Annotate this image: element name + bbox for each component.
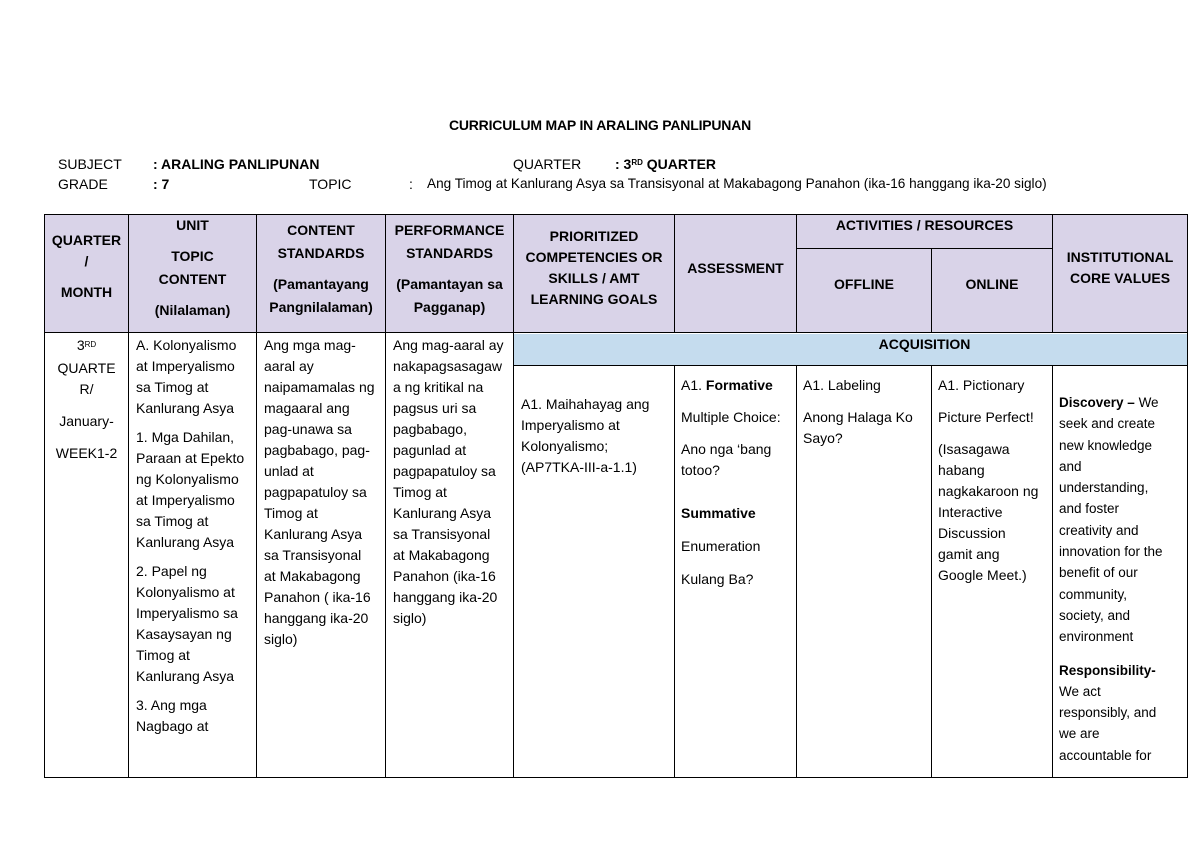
header-assessment: ASSESSMENT: [687, 260, 784, 276]
header-unit-topic: UNIT TOPIC CONTENT (Nilalaman): [154, 217, 231, 318]
page-title: CURRICULUM MAP IN ARALING PANLIPUNAN: [448, 117, 752, 133]
assessment-cell: A1. Formative Multiple Choice: Ano nga ‘bang totoo? Summative Enumeration Kulang Ba?: [681, 377, 781, 587]
quarter-cell: 3RD QUARTE R/ January- WEEK1-2: [55, 337, 118, 461]
core-values-cell: Discovery – We seek and create new knowledge and understanding, and foster creativity and innovation for the benefit of our community, society, and environment Responsibility- We act responsibly, and we are accountable for: [1059, 395, 1163, 763]
header-activities-resources: ACTIVITIES / RESOURCES: [835, 217, 1014, 233]
online-cell: A1. Pictionary Picture Perfect! (Isasagawa habang nagkakaroon ng Interactive Discussion gamit ang Google Meet.): [938, 377, 1039, 583]
acquisition-label: ACQUISITION: [878, 336, 971, 352]
topic-value: Ang Timog at Kanlurang Asya sa Transisyonal at Makabagong Panahon (ika-16 hanggang ika-20 siglo): [427, 176, 1047, 191]
quarter-label: QUARTER: [513, 156, 582, 172]
curriculum-table: [44, 214, 1188, 778]
subject-label: SUBJECT: [58, 156, 122, 172]
unit-topic-cell: A. Kolonyalismo at Imperyalismo sa Timog at Kanlurang Asya 1. Mga Dahilan, Paraan at Epekto ng Kolonyalismo at Imperyalismo sa Timog at Kanlurang Asya 2. Papel ng Kolonyalismo at Imperyalismo sa Kasaysayan ng Timog at Kanlurang Asya 3. Ang mga Nagbago at: [136, 337, 245, 734]
header-core-values: INSTITUTIONAL CORE VALUES: [1066, 249, 1174, 286]
header-online: ONLINE: [965, 276, 1019, 292]
quarter-value: : 3RD QUARTER: [615, 156, 717, 172]
header-quarter-month: QUARTER / MONTH: [51, 232, 122, 300]
competencies-cell: A1. Maihahayag ang Imperyalismo at Kolonyalismo; (AP7TKA-III-a-1.1): [521, 396, 650, 475]
offline-cell: A1. Labeling Anong Halaga Ko Sayo?: [803, 377, 913, 446]
content-standards-cell: Ang mga mag- aaral ay naipamamalas ng magaaral ang pag-unawa sa pagbabago, pag- unlad at pagpapatuloy sa Timog at Kanlurang Asya sa Transisyonal at Makabagong Panahon ( ika-16 hanggang ika-20 siglo): [264, 337, 375, 647]
grade-label: GRADE: [58, 176, 108, 192]
header-competencies: PRIORITIZED COMPETENCIES OR SKILLS / AMT LEARNING GOALS: [525, 228, 663, 307]
subject-value: : ARALING PANLIPUNAN: [153, 156, 320, 172]
topic-label: TOPIC: [309, 176, 352, 192]
header-performance-standards: PERFORMANCE STANDARDS (Pamantayan sa Pagganap): [394, 222, 505, 315]
topic-colon: :: [409, 176, 413, 192]
performance-standards-cell: Ang mag-aaral ay nakapagsasagaw a ng kritikal na pagsus uri sa pagbabago, pagunlad at pagpapatuloy sa Timog at Kanlurang Asya sa Transisyonal at Makabagong Panahon (ika-16 hanggang ika-20 siglo): [393, 337, 504, 626]
grade-value: : 7: [153, 176, 170, 192]
header-offline: OFFLINE: [834, 276, 894, 292]
header-content-standards: CONTENT STANDARDS (Pamantayang Pangnilalaman): [269, 222, 373, 315]
